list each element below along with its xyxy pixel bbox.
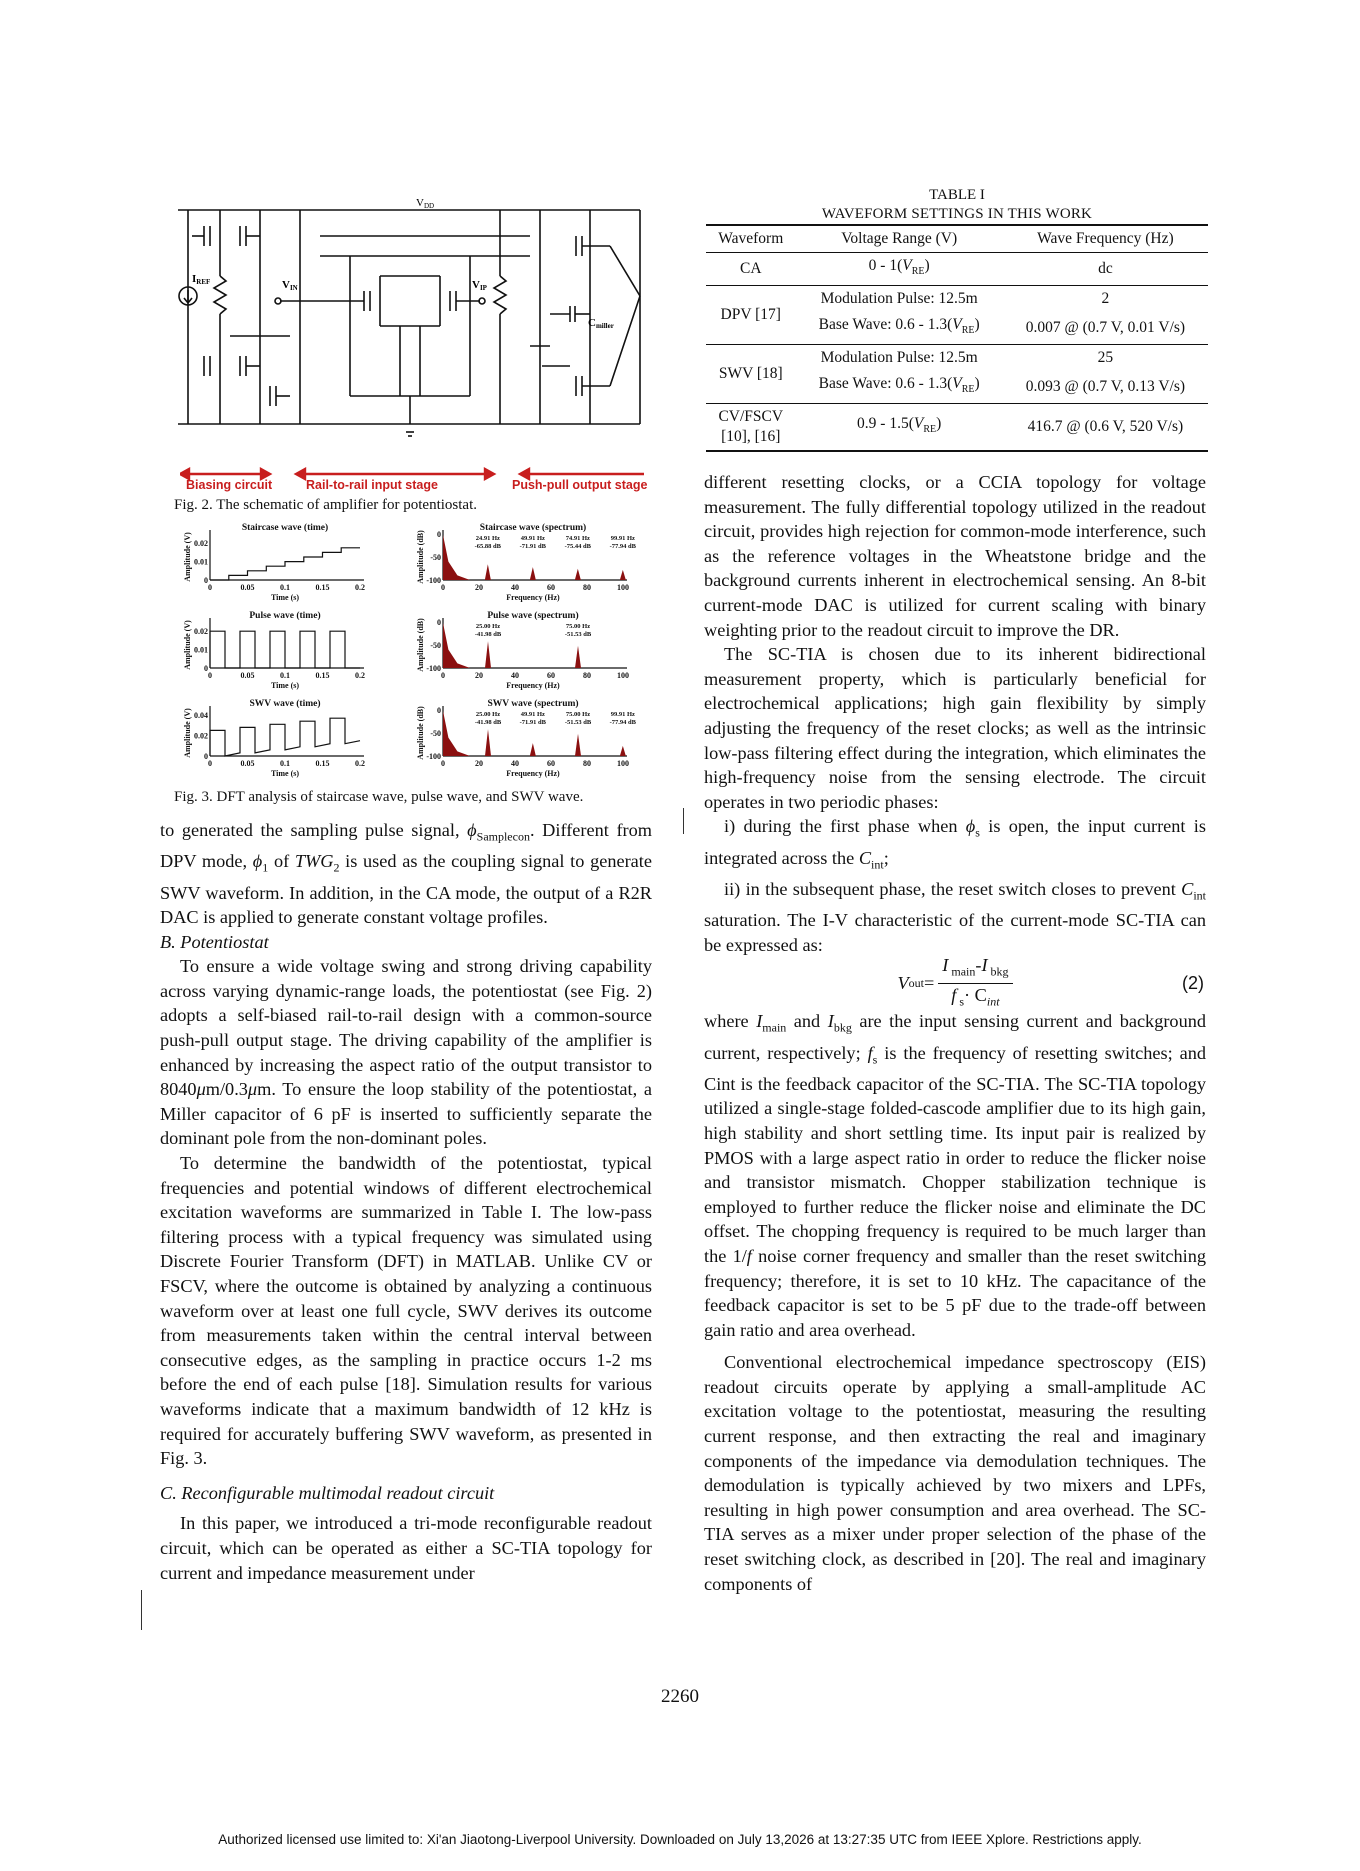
waveform-line xyxy=(210,718,360,756)
chart-title: Staircase wave (spectrum) xyxy=(479,523,587,533)
low-frequency-band xyxy=(443,623,470,668)
vin-label-sub: IN xyxy=(289,284,298,292)
x-tick-label: 40 xyxy=(511,583,519,592)
svg-text:VIP xyxy=(472,279,488,292)
peak-label: 99.91 Hz xyxy=(610,711,635,718)
x-tick-label: 0.1 xyxy=(280,759,290,768)
peak-label: -51.53 dB xyxy=(564,719,592,726)
iref-label: I xyxy=(192,273,197,285)
x-tick-label: 80 xyxy=(583,583,591,592)
y-tick-label: 0.01 xyxy=(194,557,208,567)
y-tick-label: 0 xyxy=(437,530,441,539)
y-axis-label: Amplitude (dB) xyxy=(416,618,425,672)
y-axis-label: Amplitude (dB) xyxy=(416,706,425,760)
y-tick-label: 0.02 xyxy=(194,627,208,637)
heading-potentiostat: B. Potentiostat xyxy=(160,931,269,952)
y-tick-label: 0.04 xyxy=(194,711,208,721)
x-tick-label: 80 xyxy=(583,759,591,768)
x-tick-label: 0.15 xyxy=(315,671,330,680)
table-header-frequency: Wave Frequency (Hz) xyxy=(1003,225,1208,253)
left-column xyxy=(160,818,652,1585)
x-axis-label: Frequency (Hz) xyxy=(506,593,560,602)
section-label-input-stage: Rail-to-rail input stage xyxy=(306,478,438,492)
y-tick-label: 0.02 xyxy=(194,731,208,741)
x-tick-label: 0 xyxy=(441,759,445,768)
page-number: 2260 xyxy=(661,1686,699,1707)
cmiller-label: C xyxy=(588,317,596,329)
paragraph-readout: In this paper, we introduced a tri-mode reconfigurable readout circuit, which can be operated as either a SC-TIA topology for current and impedance measurement under xyxy=(160,1513,652,1583)
figure-3-charts xyxy=(172,520,642,782)
heading-readout: C. Reconfigurable multimodal readout circuit xyxy=(160,1482,495,1503)
spectrum-peak xyxy=(530,567,536,580)
figure-2-schematic xyxy=(170,196,650,496)
x-tick-label: 0 xyxy=(441,671,445,680)
low-frequency-band xyxy=(443,535,470,580)
y-tick-label: 0 xyxy=(204,576,208,585)
spectrum-peak xyxy=(575,646,581,668)
cmiller-label-sub: miller xyxy=(595,322,614,330)
equation-number: (2) xyxy=(1182,973,1204,994)
spectrum-peak xyxy=(485,564,491,580)
y-tick-label: 0 xyxy=(204,664,208,673)
x-axis-label: Time (s) xyxy=(270,681,300,690)
x-tick-label: 0.05 xyxy=(240,671,255,680)
vip-label: V xyxy=(472,279,480,291)
peak-label: -41.98 dB xyxy=(474,631,502,638)
y-tick-label: 0 xyxy=(437,706,441,715)
x-tick-label: 100 xyxy=(617,759,629,768)
x-tick-label: 20 xyxy=(475,671,483,680)
x-tick-label: 0 xyxy=(208,583,212,592)
y-axis-label: Amplitude (dB) xyxy=(416,530,425,584)
chart-title: SWV wave (spectrum) xyxy=(487,699,579,709)
x-tick-label: 60 xyxy=(547,583,555,592)
vdd-label-sub: DD xyxy=(423,202,435,210)
peak-label: -75.44 dB xyxy=(564,543,592,550)
table-1 xyxy=(706,186,1208,452)
x-tick-label: 0.2 xyxy=(355,759,365,768)
svg-text:VDD xyxy=(416,197,434,210)
table-row-swv-base: Base Wave: $0.6 - 1.3(V_{RE})$ 0.093 @ (0.7 V, 0.13 V/s) xyxy=(818,375,1186,396)
peak-label: -51.53 dB xyxy=(564,631,592,638)
chart-title: Staircase wave (time) xyxy=(241,523,329,533)
x-tick-label: 40 xyxy=(511,671,519,680)
table-row-cv: CV/FSCV [10], [16] $0.9 - 1.5(V_{RE})$ 416.7 @ (0.6 V, 520 V/s) xyxy=(706,404,1208,452)
x-tick-label: 60 xyxy=(547,759,555,768)
x-axis-label: Frequency (Hz) xyxy=(506,681,560,690)
table-1-grid xyxy=(706,224,1208,452)
vip-label-sub: IP xyxy=(479,284,487,292)
paragraph-eis: Conventional electrochemical impedance spectroscopy (EIS) readout circuits operate by applying a small-amplitude AC excitation voltage to the potentiostat, measuring the resulting current response, and then extracting the real and imaginary components of the impedance via demodulation techniques. The demodulation is typically achieved by two mixers and LPFs, resulting in high power consumption and area overhead. The SC-TIA serves as a mixer under proper selection of the phase of the reset switching clock, as described in [20]. The real and imaginary components of xyxy=(704,1352,1206,1594)
table-header-waveform: Waveform xyxy=(706,225,796,253)
y-axis-label: Amplitude (V) xyxy=(183,708,192,758)
y-tick-label: -50 xyxy=(430,553,441,562)
x-tick-label: 0.2 xyxy=(355,583,365,592)
peak-label: -71.91 dB xyxy=(519,543,547,550)
peak-label: 25.00 Hz xyxy=(475,623,501,630)
y-tick-label: 0 xyxy=(437,618,441,627)
y-tick-label: -50 xyxy=(430,729,441,738)
peak-label: 24.91 Hz xyxy=(475,535,500,542)
waveform-line xyxy=(210,548,360,580)
x-tick-label: 0.1 xyxy=(280,671,290,680)
y-tick-label: -100 xyxy=(426,576,441,585)
paragraph-sampling: to generated the sampling pulse signal, $\phi_{Samplecon}$. Different from DPV mode, $\phi_1$ of $TWG_2$ is used as the coupling signal to generate SWV waveform. In addition, in the CA mode, the output of a R2R DAC is applied to generate constant voltage profiles. xyxy=(160,820,652,928)
right-column xyxy=(704,470,1206,1596)
x-tick-label: 80 xyxy=(583,671,591,680)
x-axis-label: Frequency (Hz) xyxy=(506,769,560,778)
peak-label: 25.00 Hz xyxy=(475,711,501,718)
spectrum-peak xyxy=(485,729,491,756)
x-tick-label: 0 xyxy=(208,671,212,680)
spectrum-peak xyxy=(530,743,536,756)
x-tick-label: 0.05 xyxy=(240,583,255,592)
peak-label: 49.91 Hz xyxy=(520,711,545,718)
equation-2: V out = $\frac{I _{main}-I _{bkg}}{f _s\cdot C_{int}}$ (2) xyxy=(897,955,1204,1009)
paragraph-phase-2: ii) in the subsequent phase, the reset switch closes to prevent $C_{int}$ saturation. The I-V characteristic of the current-mode SC-TIA can be expressed as: xyxy=(704,878,1206,955)
y-axis-label: Amplitude (V) xyxy=(183,620,192,670)
vdd-label: V xyxy=(416,197,424,209)
peak-label: -77.94 dB xyxy=(609,719,637,726)
footer-license: Authorized licensed use limited to: Xi'an Jiaotong-Liverpool University. Downloaded on July 13,2026 at 13:27:35 UTC from IEEE Xplore. Restrictions apply. xyxy=(218,1832,1142,1847)
peak-label: -41.98 dB xyxy=(474,719,502,726)
peak-label: 49.91 Hz xyxy=(520,535,545,542)
table-header-voltage: Voltage Range (V) xyxy=(796,225,1003,253)
peak-label: -65.88 dB xyxy=(474,543,502,550)
vin-label: V xyxy=(282,279,290,291)
paragraph-topology: different resetting clocks, or a CCIA topology for voltage measurement. The fully differential topology utilized in the readout circuit, provides high rejection for common-mode interference, such as the reference voltages in the Wheatstone bridge and the background currents inherent in electrochemical sensing. An 8-bit current-mode DAC is utilized for current scaling with binary weighting prior to the readout circuit to improve the DR. xyxy=(704,472,1206,640)
y-tick-label: -50 xyxy=(430,641,441,650)
revision-bar-right xyxy=(683,808,684,834)
y-tick-label: 0 xyxy=(204,752,208,761)
figure-3-caption: Fig. 3. DFT analysis of staircase wave, pulse wave, and SWV wave. xyxy=(174,789,584,805)
x-tick-label: 20 xyxy=(475,759,483,768)
y-tick-label: -100 xyxy=(426,664,441,673)
x-tick-label: 0 xyxy=(208,759,212,768)
x-tick-label: 60 xyxy=(547,671,555,680)
table-row-swv: SWV [18] Modulation Pulse: 12.5m 25 xyxy=(706,345,1208,372)
svg-text:Cmiller xyxy=(588,317,614,330)
x-axis-label: Time (s) xyxy=(270,769,300,778)
spectrum-peak xyxy=(620,746,626,756)
y-axis-label: Amplitude (V) xyxy=(183,532,192,582)
figure-2-caption: Fig. 2. The schematic of amplifier for potentiostat. xyxy=(174,497,477,513)
svg-text:IREF xyxy=(192,273,210,286)
table-1-subtitle: WAVEFORM SETTINGS IN THIS WORK xyxy=(821,206,1093,222)
table-1-title: TABLE I xyxy=(929,187,985,203)
x-tick-label: 0.1 xyxy=(280,583,290,592)
x-tick-label: 0.05 xyxy=(240,759,255,768)
iref-label-sub: REF xyxy=(196,278,211,286)
paragraph-bandwidth: To determine the bandwidth of the potentiostat, typical frequencies and potential windows of different electrochemical excitation waveforms are summarized in Table I. The low-pass filtering process with a typical frequency was simulated using Discrete Fourier Transform (DFT) in MATLAB. Unlike CV or FSCV, where the outcome is obtained by analyzing a continuous waveform over at least one full cycle, SWV derives its outcome from measurements taken within the central interval between consecutive edges, as the sampling in practice occurs 1-2 ms before the end of each pulse [18]. Simulation results for various waveforms indicate that a maximum bandwidth of 12 kHz is required for accurately buffering SWV waveform, as presented in Fig. 3. xyxy=(160,1153,652,1469)
x-tick-label: 20 xyxy=(475,583,483,592)
revision-bar-left xyxy=(141,1590,142,1630)
svg-text:VIN xyxy=(282,279,298,292)
x-tick-label: 100 xyxy=(617,671,629,680)
section-label-biasing: Biasing circuit xyxy=(186,478,273,492)
chart-title: Pulse wave (spectrum) xyxy=(487,611,579,621)
paragraph-potentiostat: To ensure a wide voltage swing and strong driving capability across varying dynamic-range loads, the potentiostat (see Fig. 2) adopts a self-biased rail-to-rail design with a common-source push-pull output stage. The driving capability of the amplifier is enhanced by increasing the aspect ratio of the output transistor to 8040μm/0.3μm. To ensure the loop stability of the potentiostat, a Miller capacitor of 6 pF is inserted to sufficiently separate the dominant pole from the non-dominant poles. xyxy=(160,956,652,1149)
x-axis-label: Time (s) xyxy=(270,593,300,602)
spectrum-peak xyxy=(485,641,491,668)
spectrum-peak xyxy=(575,734,581,756)
spectrum-peak xyxy=(620,570,626,580)
x-tick-label: 0.15 xyxy=(315,583,330,592)
x-tick-label: 0 xyxy=(441,583,445,592)
peak-label: -71.91 dB xyxy=(519,719,547,726)
low-frequency-band xyxy=(443,711,470,756)
paragraph-sc-tia: The SC-TIA is chosen due to its inherent bidirectional measurement property, which is particularly beneficial for electrochemical applications; high gain flexibility by simply adjusting the frequency of the reset clocks; as well as the intrinsic low-pass filtering effect during the integration, which eliminates the high-frequency noise from the sensing electrode. The circuit operates in two periodic phases: xyxy=(704,644,1206,812)
y-tick-label: 0.01 xyxy=(194,645,208,655)
x-tick-label: 40 xyxy=(511,759,519,768)
peak-label: 75.00 Hz xyxy=(565,623,591,630)
x-tick-label: 0.2 xyxy=(355,671,365,680)
peak-label: 99.91 Hz xyxy=(610,535,635,542)
x-tick-label: 100 xyxy=(617,583,629,592)
paragraph-equation-explanation: where $I_{main}$ and $I_{bkg}$ are the input sensing current and background current, respectively; $f_s$ is the frequency of resetting switches; and Cint is the feedback capacitor of the SC-TIA. The SC-TIA topology utilized a single-stage folded-cascode amplifier due to its high gain, high stability and short settling time. Its input pair is realized by PMOS with a large aspect ratio in order to reduce the flicker noise and transistor mismatch. Chopper stabilization technique is employed to further reduce the flicker noise and eliminate the DC offset. The chopping frequency is required to be much larger than the 1/f noise corner frequency and smaller than the reset switching frequency; therefore, it is set to 10 kHz. The capacitance of the feedback capacitor is set to be 5 pF due to the trade-off between gain ratio and area overhead. xyxy=(704,1011,1206,1340)
table-row-ca: CA $0 - 1(V_{RE})$ dc xyxy=(706,253,1208,286)
peak-label: 75.00 Hz xyxy=(565,711,591,718)
peak-label: 74.91 Hz xyxy=(565,535,590,542)
table-row-dpv-base: Base Wave: $0.6 - 1.3(V_{RE})$ 0.007 @ (0.7 V, 0.01 V/s) xyxy=(818,316,1186,337)
table-row-dpv: DPV [17] Modulation Pulse: 12.5m 2 xyxy=(706,286,1208,313)
paragraph-phase-1: i) during the first phase when $\phi_s$ is open, the input current is integrated across the $C_{int}$; xyxy=(704,816,1206,872)
chart-title: Pulse wave (time) xyxy=(249,611,321,621)
spectrum-peak xyxy=(575,569,581,580)
x-tick-label: 0.15 xyxy=(315,759,330,768)
section-label-output-stage: Push-pull output stage xyxy=(512,478,648,492)
waveform-line xyxy=(210,631,360,668)
y-tick-label: -100 xyxy=(426,752,441,761)
chart-title: SWV wave (time) xyxy=(249,699,321,709)
y-tick-label: 0.02 xyxy=(194,539,208,549)
peak-label: -77.94 dB xyxy=(609,543,637,550)
